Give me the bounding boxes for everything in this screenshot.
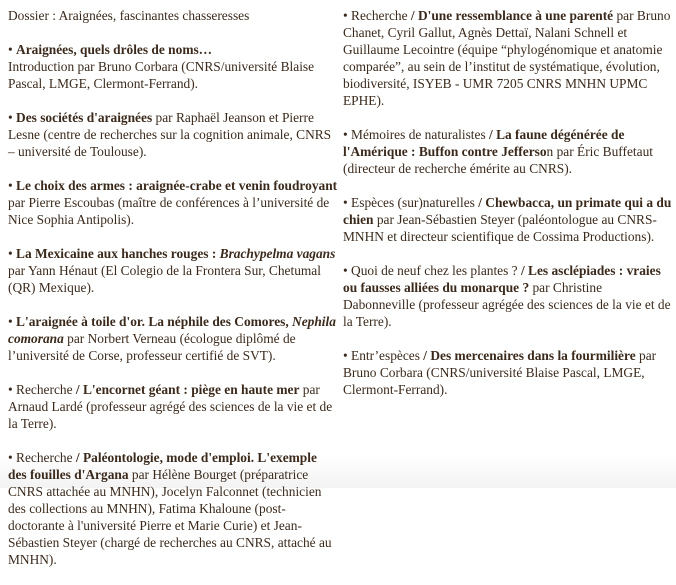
bullet: • [8,450,17,465]
article-entry [8,381,338,432]
article-description: n par Éric Buffetaut (directeur de recherche émérite au CNRS). [343,144,654,176]
article-title: Des sociétés d'araignées [16,110,153,125]
article-entry [8,41,338,92]
bullet: • [8,42,17,57]
article-rubric: Mémoires de naturalistes [351,127,490,142]
article-description: par Yann Hénaut (El Colegio de la Frontera Sur, Chetumal (QR) Mexique). [8,263,321,295]
article-title-species: Nephila comorana [8,314,336,346]
bullet: • [343,348,352,363]
article-entry [343,347,673,398]
bullet: • [8,178,17,193]
article-description: par Norbert Verneau (écologue diplômé de l’université de Corse, professeur certifié de SVT). [8,331,296,363]
article-rubric: Entr’espèces [351,348,424,363]
article-title: L'araignée à toile d'or. La néphile des Comores, [16,314,293,329]
article-description: par Pierre Escoubas (maître de conférences à l’université de Nice Sophia Antipolis). [8,195,330,227]
article-rubric: Quoi de neuf chez les plantes ? [351,263,521,278]
article-entry [8,449,338,568]
article-description: par Arnaud Lardé (professeur agrégé des sciences de la vie et de la Terre). [8,382,333,431]
article-title: La Mexicaine aux hanches rouges : [16,246,220,261]
article-description: par Jean-Sébastien Steyer (paléontologue au CNRS-MNHN et directeur scientifique de Cossima Productions). [343,212,657,244]
article-title: / Chewbacca, un primate qui a du chien [343,195,672,227]
article-title: / Les asclépiades : vraies ou fausses alliées du monarque ? [343,263,661,295]
bullet: • [343,127,352,142]
article-title-species: Brachypelma vagans [219,246,336,261]
article-title: / D'une ressemblance à une parenté [410,8,614,23]
article-entry [8,109,338,160]
article-title: / La faune dégénérée de l'Amérique : Buffon contre Jefferso [343,127,625,159]
article-entry [8,313,338,364]
article-entry [8,245,338,296]
bullet: • [343,8,352,23]
article-rubric: Recherche [16,382,76,397]
dossier-title: Dossier : Araignées, fascinantes chasseresses [8,8,250,23]
bullet: • [343,195,352,210]
right-column [343,7,673,415]
bullet: • [343,263,352,278]
bullet: • [8,382,17,397]
article-entry [343,262,673,330]
article-title: Araignées, quels drôles de noms… [16,42,213,57]
article-title: Le choix des armes : araignée-crabe et venin foudroyant [16,178,338,193]
article-rubric: Espèces (sur)naturelles [351,195,479,210]
article-entry [8,177,338,228]
article-description: par Christine Dabonneville (professeur agrégée des sciences de la vie et de la Terre). [343,280,671,329]
article-description: par Bruno Chanet, Cyril Gallut, Agnès Dettaï, Nalani Schnell et Guillaume Lecointre (équipe “phylogénomique et anatomie comparée”, au sein de l’institut de systématique, évolution, biodiversité, ISYEB - UMR 7205 CNRS MNHN UPMC EPHE). [343,8,671,108]
article-entry [343,126,673,177]
article-entry [343,194,673,245]
article-description: par Raphaël Jeanson et Pierre Lesne (centre de recherches sur la cognition animale, CNRS – université de Toulouse). [8,110,332,159]
article-description: par Bruno Corbara (CNRS/université Blaise Pascal, LMGE, Clermont-Ferrand). [343,348,657,397]
article-title: / Des mercenaires dans la fourmilière [423,348,636,363]
bullet: • [8,246,17,261]
article-description: Introduction par Bruno Corbara (CNRS/université Blaise Pascal, LMGE, Clermont-Ferrand). [8,59,315,91]
bullet: • [8,110,17,125]
article-title: / Paléontologie, mode d'emploi. L'exemple des fouilles d'Argana [8,450,317,482]
article-rubric: Recherche [351,8,411,23]
article-rubric: Recherche [16,450,76,465]
left-column [8,7,338,585]
article-description: par Hélène Bourget (préparatrice CNRS attachée au MNHN), Jocelyn Falconnet (technicien des collections au MNHN), Fatima Khaloune (post-doctorante à l'université Pierre et Marie Curie) et Jean-Sébastien Steyer (chargé de recherches au CNRS, attaché au MNHN). [8,467,332,567]
article-title: / L'encornet géant : piège en haute mer [75,382,300,397]
bullet: • [8,314,17,329]
article-entry [343,7,673,109]
